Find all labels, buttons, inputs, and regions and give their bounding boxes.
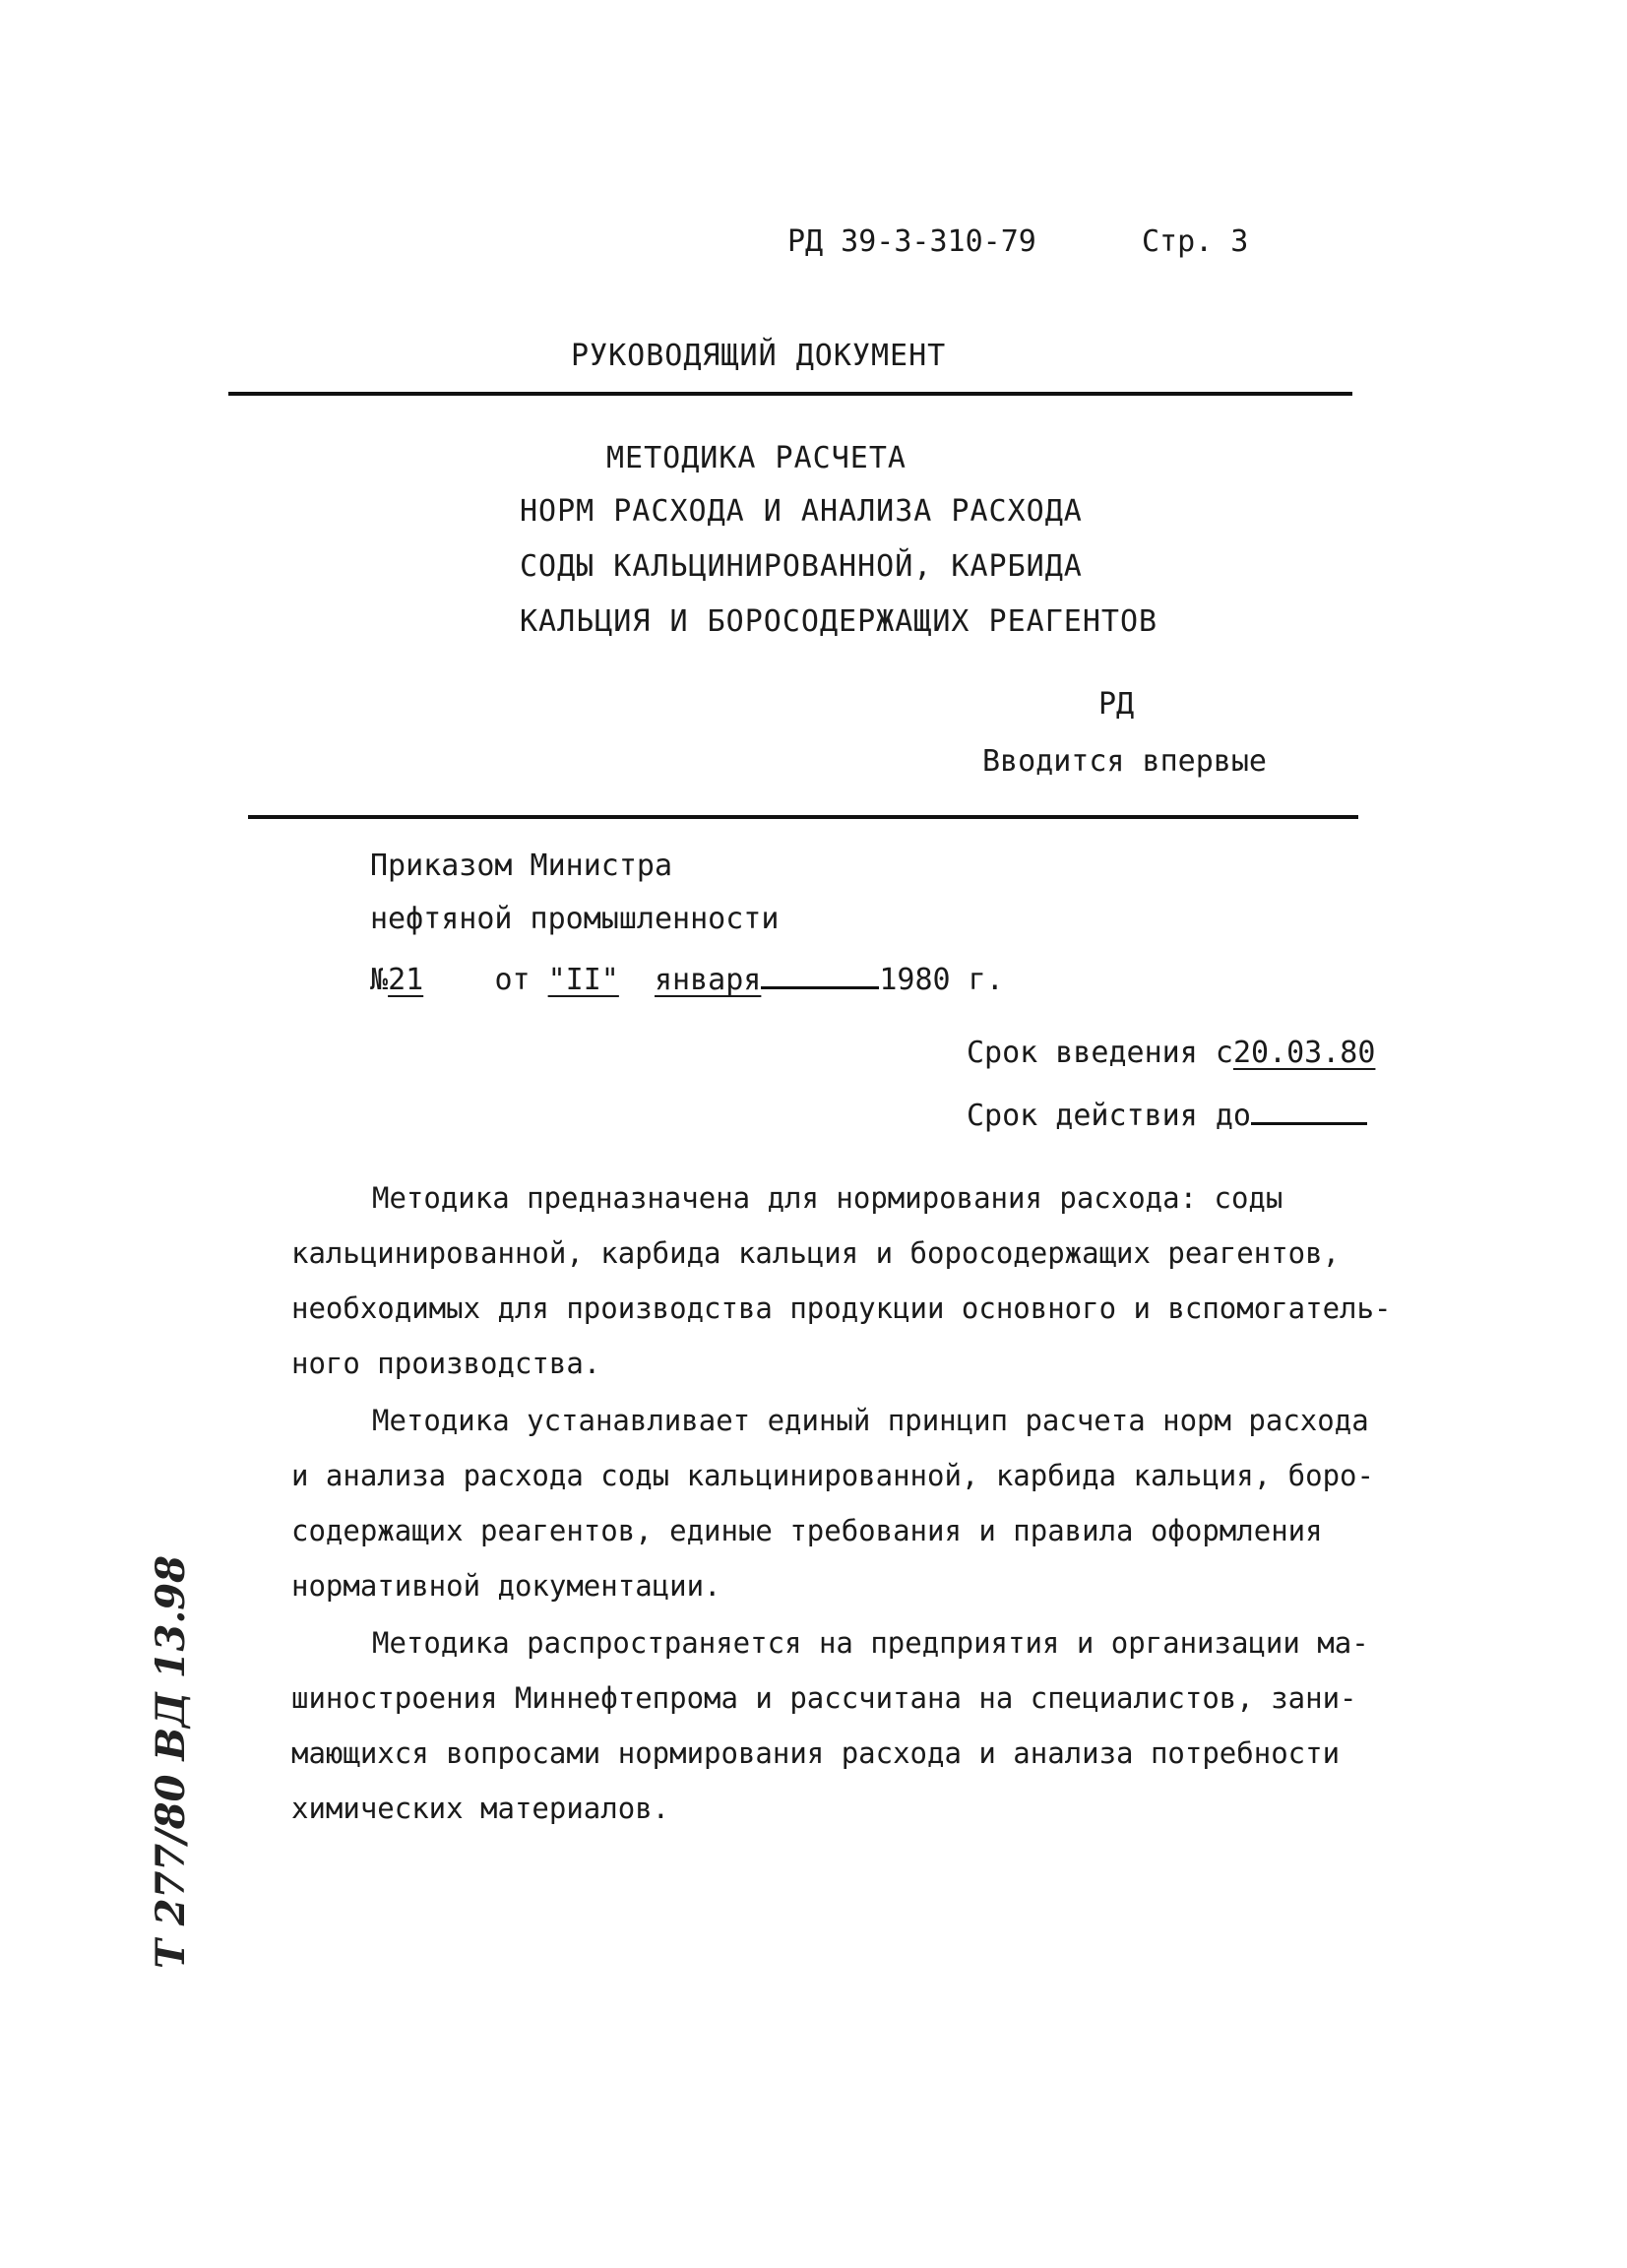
page-number: Стр. 3 (1142, 224, 1249, 259)
paragraph-line: Методика предназначена для нормирования расхода: соды (372, 1181, 1283, 1215)
handwritten-margin-note: Т 277/80 ВД 13.98 (148, 1555, 194, 1969)
order-ot: от (494, 963, 531, 997)
month-underline (761, 957, 879, 989)
order-number: 21 (388, 963, 424, 997)
intro-status: Вводится впервые (982, 744, 1267, 779)
number-sign: № (370, 963, 389, 997)
intro-date-value: 20.03.80 (1232, 1036, 1376, 1070)
document-code: РД 39-3-310-79 (787, 224, 1036, 259)
middle-divider (248, 815, 1358, 819)
order-line-2: нефтяной промышленности (370, 902, 780, 936)
order-day: "II" (547, 963, 619, 997)
paragraph-line: кальцинированной, карбида кальция и боросодержащих реагентов, (291, 1236, 1341, 1270)
title-line-4: КАЛЬЦИЯ И БОРОСОДЕРЖАЩИХ РЕАГЕНТОВ (520, 604, 1158, 639)
document-type: РУКОВОДЯЩИЙ ДОКУМЕНТ (571, 339, 947, 373)
title-line-3: СОДЫ КАЛЬЦИНИРОВАННОЙ, КАРБИДА (520, 549, 1083, 584)
paragraph-line: необходимых для производства продукции основного и вспомогатель- (291, 1292, 1392, 1325)
order-line-3 (370, 957, 1004, 997)
intro-date-line (967, 1036, 1375, 1070)
validity-date-blank (1251, 1093, 1367, 1125)
paragraph-line: Методика распространяется на предприятия и организации ма- (372, 1626, 1369, 1660)
paragraph-line: содержащих реагентов, единые требования и правила оформления (291, 1514, 1323, 1547)
order-line-1: Приказом Министра (370, 849, 673, 883)
paragraph-line: нормативной документации. (291, 1569, 721, 1603)
paragraph-line: шиностроения Миннефтепрома и рассчитана на специалистов, зани- (291, 1681, 1357, 1715)
validity-date-line (967, 1093, 1367, 1133)
rd-label: РД (1098, 687, 1135, 722)
paragraph-line: и анализа расхода соды кальцинированной, карбида кальция, боро- (291, 1459, 1374, 1492)
intro-date-label: Срок введения с (967, 1036, 1233, 1070)
paragraph-line: химических материалов. (291, 1792, 670, 1825)
title-line-2: НОРМ РАСХОДА И АНАЛИЗА РАСХОДА (520, 494, 1083, 529)
title-line-1: МЕТОДИКА РАСЧЕТА (606, 441, 907, 475)
paragraph-line: Методика устанавливает единый принцип расчета норм расхода (372, 1404, 1369, 1437)
order-year: 1980 г. (879, 963, 1004, 997)
top-divider (228, 392, 1352, 396)
paragraph-line: мающихся вопросами нормирования расхода и анализа потребности (291, 1736, 1341, 1770)
paragraph-line: ного производства. (291, 1347, 601, 1380)
validity-date-label: Срок действия до (967, 1099, 1251, 1133)
order-month: января (655, 963, 762, 997)
